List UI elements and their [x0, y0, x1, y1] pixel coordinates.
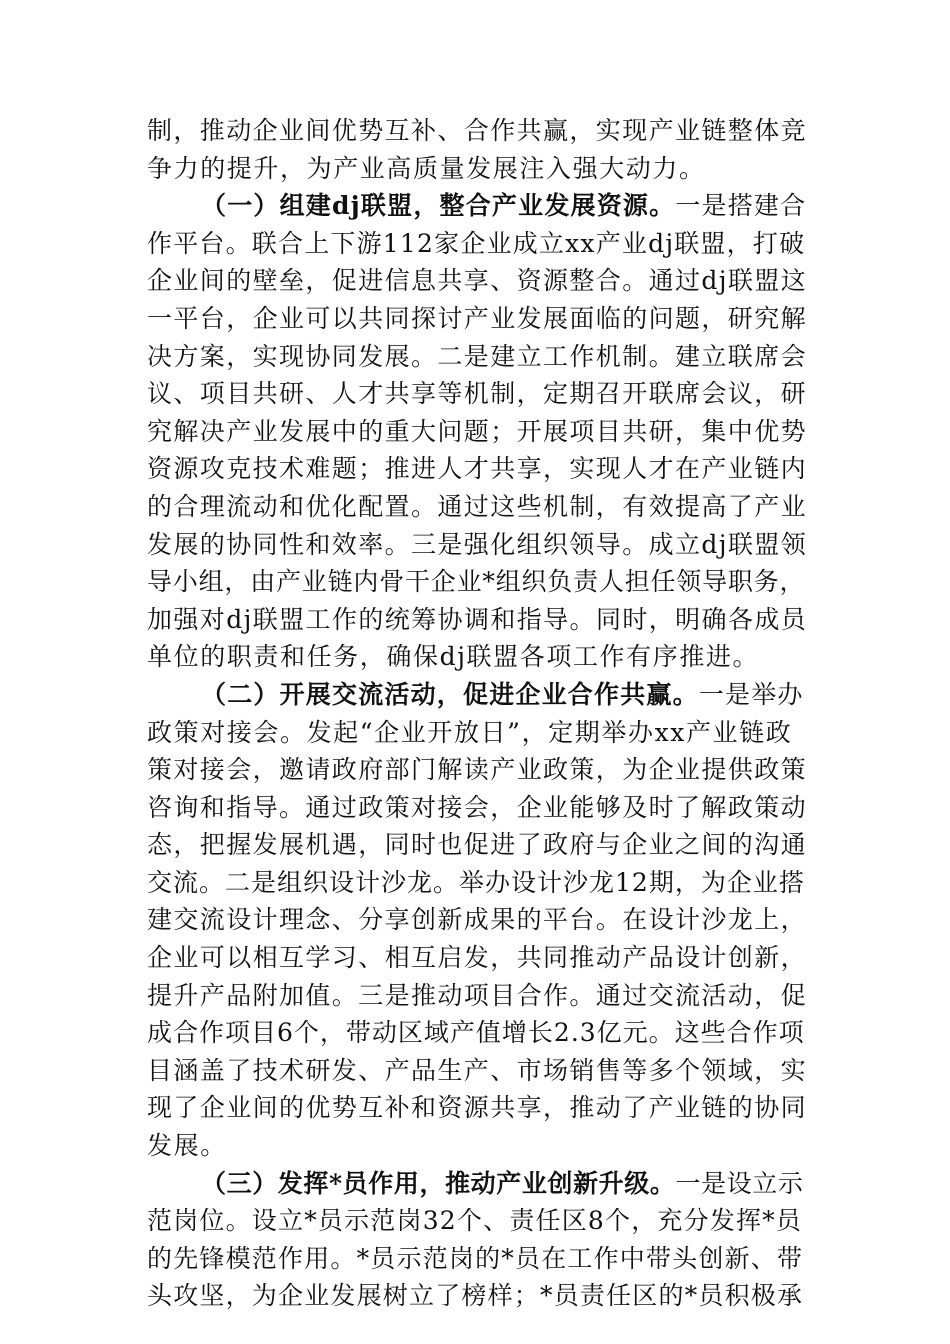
text-line [147, 225, 807, 263]
text-line [147, 262, 807, 300]
section-heading: （三）发挥*员作用，推动产业创新升级。 [201, 1168, 676, 1198]
line-text: 作平台。联合上下游112家企业成立xx产业dj联盟，打破 [147, 228, 806, 258]
text-line [147, 150, 807, 188]
document-body [147, 112, 807, 1315]
line-text: 目涵盖了技术研发、产品生产、市场销售等多个领域，实 [147, 1055, 808, 1085]
text-line [147, 789, 807, 827]
text-line [147, 1127, 807, 1165]
line-text: 资源攻克技术难题；推进人才共享，实现人才在产业链内 [147, 454, 808, 484]
text-line [147, 1014, 807, 1052]
line-text: 究解决产业发展中的重大问题；开展项目共研，集中优势 [147, 416, 808, 446]
line-text: 态，把握发展机遇，同时也促进了政府与企业之间的沟通 [147, 830, 808, 860]
text-line [147, 1165, 807, 1203]
text-line [147, 714, 807, 752]
line-text: 制，推动企业间优势互补、合作共赢，实现产业链整体竞 [147, 116, 808, 145]
text-line [147, 1240, 807, 1278]
text-line [147, 112, 807, 150]
text-line [147, 413, 807, 451]
line-text: 政策对接会。发起“企业开放日”，定期举办xx产业链政 [147, 717, 793, 747]
line-text: 一是搭建合 [675, 191, 807, 221]
line-text: 加强对dj联盟工作的统筹协调和指导。同时，明确各成员 [147, 604, 808, 634]
section-heading: （一）组建dj联盟，整合产业发展资源。 [201, 191, 676, 221]
line-text: 建交流设计理念、分享创新成果的平台。在设计沙龙上， [147, 905, 808, 935]
text-line [147, 977, 807, 1015]
text-line [147, 526, 807, 564]
line-text: 现了企业间的优势互补和资源共享，推动了产业链的协同 [147, 1093, 808, 1123]
line-text: 争力的提升，为产业高质量发展注入强大动力。 [147, 153, 706, 183]
line-text: 头攻坚，为企业发展树立了榜样；*员责任区的*员积极承 [147, 1281, 804, 1311]
text-line [147, 375, 807, 413]
line-text: 的先锋模范作用。*员示范岗的*员在工作中带头创新、带 [147, 1243, 804, 1273]
line-text: 成合作项目6个，带动区域产值增长2.3亿元。这些合作项 [147, 1018, 805, 1048]
text-line [147, 563, 807, 601]
line-text: 单位的职责和任务，确保dj联盟各项工作有序推进。 [147, 642, 760, 672]
text-line [147, 300, 807, 338]
line-text: 一平台，企业可以共同探讨产业发展面临的问题，研究解 [147, 303, 808, 333]
line-text: 范岗位。设立*员示范岗32个、责任区8个，充分发挥*员 [147, 1206, 803, 1236]
text-line [147, 826, 807, 864]
line-text: 导小组，由产业链内骨干企业*组织负责人担任领导职务， [147, 567, 806, 597]
text-line [147, 450, 807, 488]
line-text: 企业间的壁垒，促进信息共享、资源整合。通过dj联盟这 [147, 266, 808, 296]
text-line [147, 901, 807, 939]
text-line [147, 338, 807, 376]
text-line [147, 1277, 807, 1315]
text-line [147, 601, 807, 639]
text-line [147, 1089, 807, 1127]
line-text: 策对接会，邀请政府部门解读产业政策，为企业提供政策 [147, 755, 808, 785]
line-text: 咨询和指导。通过政策对接会，企业能够及时了解政策动 [147, 792, 808, 822]
line-text: 议、项目共研、人才共享等机制，定期召开联席会议，研 [147, 379, 808, 409]
line-text: 交流。二是组织设计沙龙。举办设计沙龙12期，为企业搭 [147, 867, 805, 897]
line-text: 一是举办 [698, 679, 804, 709]
text-line [147, 488, 807, 526]
text-line [147, 638, 807, 676]
text-line [147, 1202, 807, 1240]
text-line [147, 939, 807, 977]
line-text: 发展。 [147, 1131, 227, 1161]
text-line [147, 676, 807, 714]
text-line [147, 187, 807, 225]
text-line [147, 751, 807, 789]
line-text: 一是设立示 [675, 1168, 804, 1198]
line-text: 提升产品附加值。三是推动项目合作。通过交流活动，促 [147, 980, 808, 1010]
text-line [147, 864, 807, 902]
line-text: 的合理流动和优化配置。通过这些机制，有效提高了产业 [147, 491, 808, 521]
line-text: 发展的协同性和效率。三是强化组织领导。成立dj联盟领 [147, 529, 808, 559]
line-text: 决方案，实现协同发展。二是建立工作机制。建立联席会 [147, 341, 808, 371]
text-line [147, 1052, 807, 1090]
section-heading: （二）开展交流活动，促进企业合作共赢。 [201, 679, 699, 709]
line-text: 企业可以相互学习、相互启发，共同推动产品设计创新， [147, 943, 808, 973]
